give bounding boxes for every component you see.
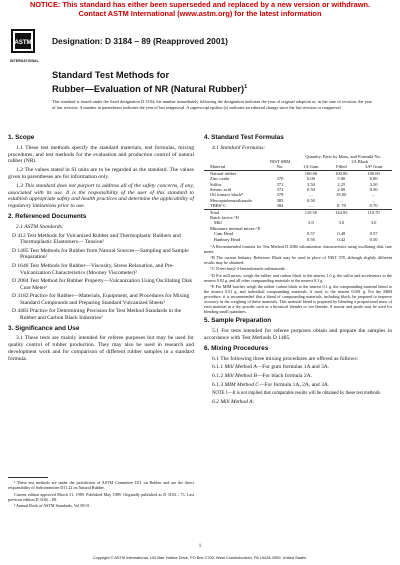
value-cell: ... xyxy=(309,203,313,209)
reference-item: D 3182 Practice for Rubber—Materials, Equipment, and Procedures for Mixing Standard Compounds and Preparing Standard Vulcanized Sheets² xyxy=(12,292,190,306)
column-header: Filled xyxy=(336,164,347,170)
astm-logo xyxy=(10,28,39,63)
mixer-head-label: Cam Head xyxy=(214,231,234,237)
column-header: No. xyxy=(276,164,284,170)
value-cell: 100.00 xyxy=(294,170,327,176)
mixing-p1: 6.1 The following three mixing procedures are offered as follows: xyxy=(212,355,359,362)
mixing-item xyxy=(204,364,392,371)
miniature-mixer-label: Miniature internal mixer:^E xyxy=(210,225,261,231)
mixing-note: NOTE 1—It is not implied that comparable results will be obtained by these test methods. xyxy=(212,390,382,396)
section-scope-heading: 1. Scope xyxy=(8,134,35,141)
column-header: 1A Gum xyxy=(303,164,319,170)
title-line-1: Standard Test Methods for xyxy=(52,70,170,80)
mixing-item-number: 6.1.1 xyxy=(212,364,224,371)
material-cell: Zinc oxide xyxy=(210,176,230,182)
notice-line-2: Contact ASTM International (www.astm.org) for the latest information xyxy=(78,9,322,18)
value-cell: 0.50 xyxy=(306,197,315,203)
material-cell: Natural rubber xyxy=(204,170,266,176)
title-footnote-ref: 1 xyxy=(244,83,248,90)
value-cell: 6.00 xyxy=(369,176,378,182)
mixing-item xyxy=(204,382,392,389)
value-cell: 0.42 xyxy=(337,236,346,242)
section-significance-heading: 3. Significance and Use xyxy=(8,324,80,332)
mixing-item-name: Mill Method B xyxy=(224,373,257,380)
value-cell: 100.00 xyxy=(355,170,392,176)
reference-item: D 4483 Practice for Determining Precision for Test Method Standards in the Rubber and Carbon Black Industries² xyxy=(12,308,182,321)
value-cell: ... xyxy=(339,197,344,203)
intro-notice: This standard is issued under the fixed designation D 3184; the number immediately following the designation indicates the year of original adoption or, in the case of revision, the year of last revision. A number in parentheses indicates the year of last reapproval. A superscript epsilon (ε) indicates an editorial change since the last revision or reapproval. xyxy=(52,99,372,110)
mixing-item-text: —For formula 1A, 2A, and 3A. xyxy=(259,381,330,388)
value-cell: 0.50 xyxy=(369,187,378,193)
value-cell: 0.57 xyxy=(369,231,378,237)
footnote-3: ² Annual Book of ASTM Standards, Vol 09.01. xyxy=(14,503,91,509)
material-cell: TBBS^C xyxy=(210,203,227,209)
srm-cell: 384 xyxy=(276,203,284,209)
column-header: 3A⁸ Gum xyxy=(364,164,383,170)
formulas-sub-text: 4.1 Standard Formulas: xyxy=(212,144,266,151)
mixing-item-text: —For gum formulas 1A and 3A. xyxy=(256,364,330,371)
srm-cell: 372 xyxy=(276,187,284,193)
table-title: Quantity, Parts by Mass, and Formula No. xyxy=(305,153,382,159)
value-cell: 35.00 xyxy=(336,192,347,198)
table-note: ^B The current Industry Reference Black may be used in place of NIST 378, although slightly different results may be obtained. xyxy=(204,255,392,266)
value-cell: 3.50 xyxy=(369,181,378,187)
mill-method-a-sub xyxy=(204,399,392,406)
scope-p2: 1.2 The values stated in SI units are to be regarded as the standard. The values given in parentheses are for information only. xyxy=(8,167,194,180)
mixing-item xyxy=(204,373,392,380)
value-cell: 6.00 xyxy=(306,176,315,182)
table-note: ^D For mill mixes, weigh the rubber and carbon black to the nearest 1.0 g, the sulfur and accelerators to the nearest 0.02 g, and all other compounding materials to the nearest 0.1 g. xyxy=(204,272,392,283)
reference-item: D 1485 Test Methods for Rubber from Natural Sources—Sampling and Sample Preparation² xyxy=(12,247,189,261)
value-cell: 0.50 xyxy=(369,236,378,242)
table-row xyxy=(204,237,392,242)
value-cell: ... xyxy=(371,192,376,198)
value-cell: 3.0 xyxy=(308,220,314,226)
footnote-1: ¹ These test methods are under the jurisdiction of ASTM Committee D11 on Rubber and are the direct responsibility of Subcommittee D11.22 on Natural Rubber. xyxy=(8,480,194,491)
page-number: 1 xyxy=(198,544,202,549)
value-cell: 5.00 xyxy=(337,176,346,182)
value-cell: ... xyxy=(309,192,313,198)
notice-line-1: NOTICE: This standard has either been superseded and replaced by a new version or withdrawn. xyxy=(29,0,371,9)
copyright: Copyright © ASTM International, 100 Barr Harbor Drive, PO Box C700, West Conshohocken, PA 19428-2959, United States. xyxy=(92,555,308,560)
footnote-2: Current edition approved March 31, 1989. Published May 1989. Originally published as D 3184 – 73. Last previous edition D 3184 – 88. xyxy=(8,491,194,502)
table-note: ^C N-tert-butyl-2-benzothiazole sulfenamide. xyxy=(210,266,286,272)
value-cell: 0.48 xyxy=(337,231,346,237)
significance-p1: 3.1 These tests are mainly intended for referee purposes but may be used for quality control of rubber production. They may also be used in research and development work and for comparison of different rubber samples in a standard formula. xyxy=(8,335,194,362)
formulas-sub xyxy=(204,145,392,152)
svg-text:ASTM: ASTM xyxy=(14,40,32,46)
value-cell: 0.70 xyxy=(369,203,378,209)
value-cell: 0.50 xyxy=(306,187,315,193)
references-sub xyxy=(8,224,194,231)
mixer-head-label: Banbury Head xyxy=(214,236,241,242)
designation: Designation: D 3184 – 89 (Reapproved 2001) xyxy=(52,36,228,46)
batch-label: Mill xyxy=(214,220,222,226)
mill-method-a-text: 6.2 Mill Method A: xyxy=(212,399,255,406)
value-cell: 110.70 xyxy=(355,209,392,215)
section-mixing-heading: 6. Mixing Procedures xyxy=(204,344,269,352)
value-cell: 2.25 xyxy=(337,181,346,187)
table-note: ^E For MIM batches weigh the rubber carbon black to the nearest 0.1 g, the compounding material blend to the nearest 0.01 g, and individual compounding materials, if used, to the nearest 0.001 g. For the MIM procedure, it is recommended that a blend of compounding materials, including black, be prepared to improve accuracy in the weighing of these materials. This material blend is prepared by blending a proportional mass of each material in a dry powder such as a biconical blender or vee blender. A mortar and pestle may be used for blending small quantities. xyxy=(204,283,392,315)
mixing-item-number: 6.1.3 xyxy=(212,381,224,388)
value-cell: 3.0 xyxy=(338,220,345,226)
left-column xyxy=(8,131,194,365)
formula-table xyxy=(204,154,392,243)
srm-cell: 371 xyxy=(276,181,284,187)
column-header: Material xyxy=(210,164,226,170)
value-cell: ... xyxy=(371,197,376,203)
value-cell: 0.57 xyxy=(306,231,315,237)
value-cell: 110.50 xyxy=(294,209,327,215)
sample-prep-p1: 5.1 For tests intended for referee purposes obtain and prepare the samples in accordance with Test Methods D 1485. xyxy=(204,328,392,341)
footnotes xyxy=(8,477,194,510)
section-sample-prep-heading: 5. Sample Preparation xyxy=(204,317,272,325)
scope-p3: 1.3 This standard does not purport to address all of the safety concerns, if any, associated with its use. It is the responsibility of the user of this standard to establish appropriate safety and health practices and determine the applicability of regulatory limitations prior to use. xyxy=(8,182,194,210)
reference-item: D 412 Test Methods for Vulcanized Rubber and Thermoplastic Rubbers and Thermoplastic Elastomers— Tension² xyxy=(12,232,181,246)
document-title xyxy=(52,70,372,95)
material-cell: Sulfur xyxy=(210,181,222,187)
section-references-heading: 2. Referenced Documents xyxy=(8,212,87,220)
nist-srm-header: NIST SRM xyxy=(269,159,291,164)
mixing-item-name: Mill Method A xyxy=(224,364,257,371)
value-cell: 3.0 xyxy=(370,220,377,226)
mixing-item-text: —For black formula 2A. xyxy=(256,373,312,380)
value-cell: 100.00 xyxy=(328,170,356,176)
material-cell: Mercaptobenzothiazole xyxy=(210,197,253,203)
table-notes xyxy=(204,244,392,314)
table-note: ^A Recommended formula for Test Method D 2084 vulcanization characteristics using oscillating disk cure meter. xyxy=(204,244,392,255)
value-cell: 0.50 xyxy=(306,236,315,242)
astm-logo-icon xyxy=(10,28,36,58)
section-formulas-heading: 4. Standard Test Formulas xyxy=(204,134,284,141)
title-text: Rubber—Evaluation of NR (Natural Rubber) xyxy=(52,83,245,94)
value-cell: 2.00 xyxy=(337,187,346,193)
references-sub-text: 2.1 ASTM Standards: xyxy=(16,223,64,230)
logo-label: INTERNATIONAL xyxy=(10,59,39,63)
mixing-item-name: MIM Method C xyxy=(224,381,259,388)
mixing-item-number: 6.1.2 xyxy=(212,373,224,380)
value-cell: 144.95 xyxy=(328,209,356,215)
batch-factor-label: Batch factor:^D xyxy=(210,215,239,221)
material-cell: Stearic acid xyxy=(210,187,232,193)
value-cell: 0. 70 xyxy=(336,203,346,209)
right-column xyxy=(204,131,392,408)
srm-cell: 378 xyxy=(276,192,284,198)
srm-cell: 370 xyxy=(276,176,284,182)
reference-item: D 1646 Test Methods for Rubber—Viscosity, Stress Relaxation, and Pre-Vulcanization Characteristics (Mooney Viscometer)² xyxy=(12,262,174,276)
reference-item: D 2084 Test Method for Rubber Property—Vulcanization Using Oscillating Disk Cure Meter² xyxy=(12,277,193,291)
footnote-divider xyxy=(8,477,48,478)
srm-cell: 383 xyxy=(276,197,284,203)
total-label: Total xyxy=(204,209,266,215)
value-cell: 3.50 xyxy=(306,181,315,187)
title-line-2 xyxy=(52,82,372,96)
black-type-header: 2A Black xyxy=(351,159,369,164)
scope-p1: 1.1 These test methods specify the standard materials, test formulas, mixing procedures, and test methods for the evaluation and production control of natural rubber (NR). xyxy=(8,144,194,165)
notice-banner xyxy=(0,0,400,18)
material-cell: Oil furnace black⁸ xyxy=(210,192,243,198)
